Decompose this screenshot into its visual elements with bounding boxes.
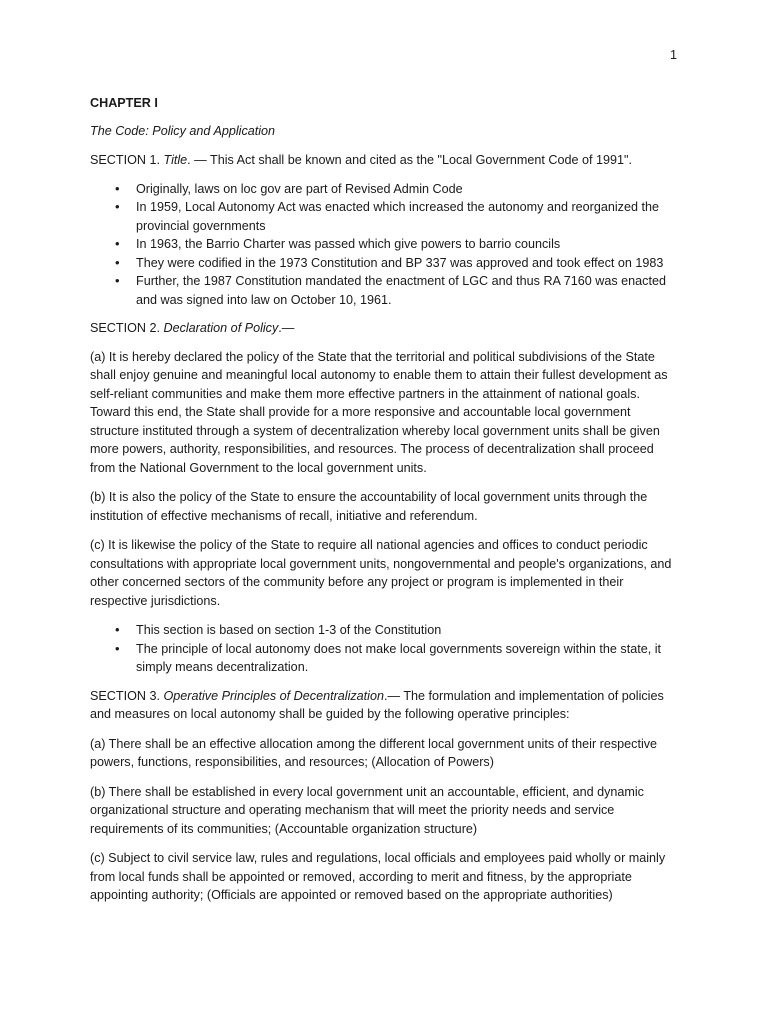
list-item: • The principle of local autonomy does not make local governments sovereign within the state, it simply means decentralization. [90, 640, 682, 677]
section-2-prefix: SECTION 2. [90, 321, 164, 335]
section-2-notes [90, 621, 682, 677]
section-2-paragraph-a: (a) It is hereby declared the policy of the State that the territorial and political subdivisions of the State shall enjoy genuine and meaningful local autonomy to enable them to attain their fullest development as self-reliant communities and make them more effective partners in the attainment of national goals. Toward this end, the State shall provide for a more responsive and accountable local government structure instituted through a system of decentralization whereby local government units shall be given more powers, authority, responsibilities, and resources. The process of decentralization shall proceed from the National Government to the local government units. [90, 349, 668, 475]
section-3-name: Operative Principles of Decentralization [163, 688, 384, 703]
section-1-prefix: SECTION 1. [90, 153, 164, 167]
section-2-name: Declaration of Policy [163, 321, 279, 335]
section-1-notes [90, 180, 682, 310]
list-item: • They were codified in the 1973 Constitution and BP 337 was approved and took effect on 1983 [90, 254, 682, 273]
section-3-paragraph-b: (b) There shall be established in every local government unit an accountable, efficient, and dynamic organizational structure and operating mechanism that will meet the priority needs and service requirements of its communities; (Accountable organization structure) [90, 784, 644, 836]
section-1-name: Title [163, 153, 188, 167]
section-2-suffix: .— [278, 321, 295, 335]
chapter-subtitle [90, 122, 682, 141]
list-item: • This section is based on section 1-3 of the Constitution [90, 621, 682, 640]
section-3-heading [90, 687, 682, 724]
page-number: 1 [669, 48, 677, 62]
section-2-paragraph-b: (b) It is also the policy of the State to ensure the accountability of local government units through the institution of effective mechanisms of recall, initiative and referendum. [90, 490, 648, 523]
section-3-text: .— The formulation and implementation of policies and measures on local autonomy shall be guided by the following operative principles: [90, 688, 664, 721]
section-1-text: . — This Act shall be known and cited as the "Local Government Code of 1991". [187, 153, 633, 167]
section-3-paragraph-c: (c) Subject to civil service law, rules and regulations, local officials and employees paid wholly or mainly from local funds shall be appointed or removed, according to merit and fitness, by the appropriate appointing authority; (Officials are appointed or removed based on the appropriate authorities) [90, 851, 666, 902]
subtitle-rest: : Policy and Application [145, 123, 276, 138]
list-item: • Further, the 1987 Constitution mandated the enactment of LGC and thus RA 7160 was enacted and was signed into law on October 10, 1961. [90, 272, 682, 309]
subtitle-label: The Code [90, 123, 146, 138]
list-item: • In 1963, the Barrio Charter was passed which give powers to barrio councils [90, 235, 682, 254]
section-1-heading [90, 151, 682, 170]
section-3-paragraph-a: (a) There shall be an effective allocation among the different local government units of their respective powers, functions, responsibilities, and resources; (Allocation of Powers) [90, 736, 658, 769]
section-2-paragraph-c: (c) It is likewise the policy of the State to require all national agencies and offices to conduct periodic consultations with appropriate local government units, nongovernmental and people's organizations, and other concerned sectors of the community before any project or program is implemented in their respective jurisdictions. [90, 538, 672, 608]
list-item: • Originally, laws on loc gov are part of Revised Admin Code [90, 180, 682, 199]
document-body [90, 94, 682, 916]
section-3-prefix: SECTION 3. [90, 688, 164, 703]
list-item: • In 1959, Local Autonomy Act was enacted which increased the autonomy and reorganized the provincial governments [90, 198, 682, 235]
chapter-heading: CHAPTER I [90, 96, 158, 110]
section-2-heading [90, 319, 682, 338]
